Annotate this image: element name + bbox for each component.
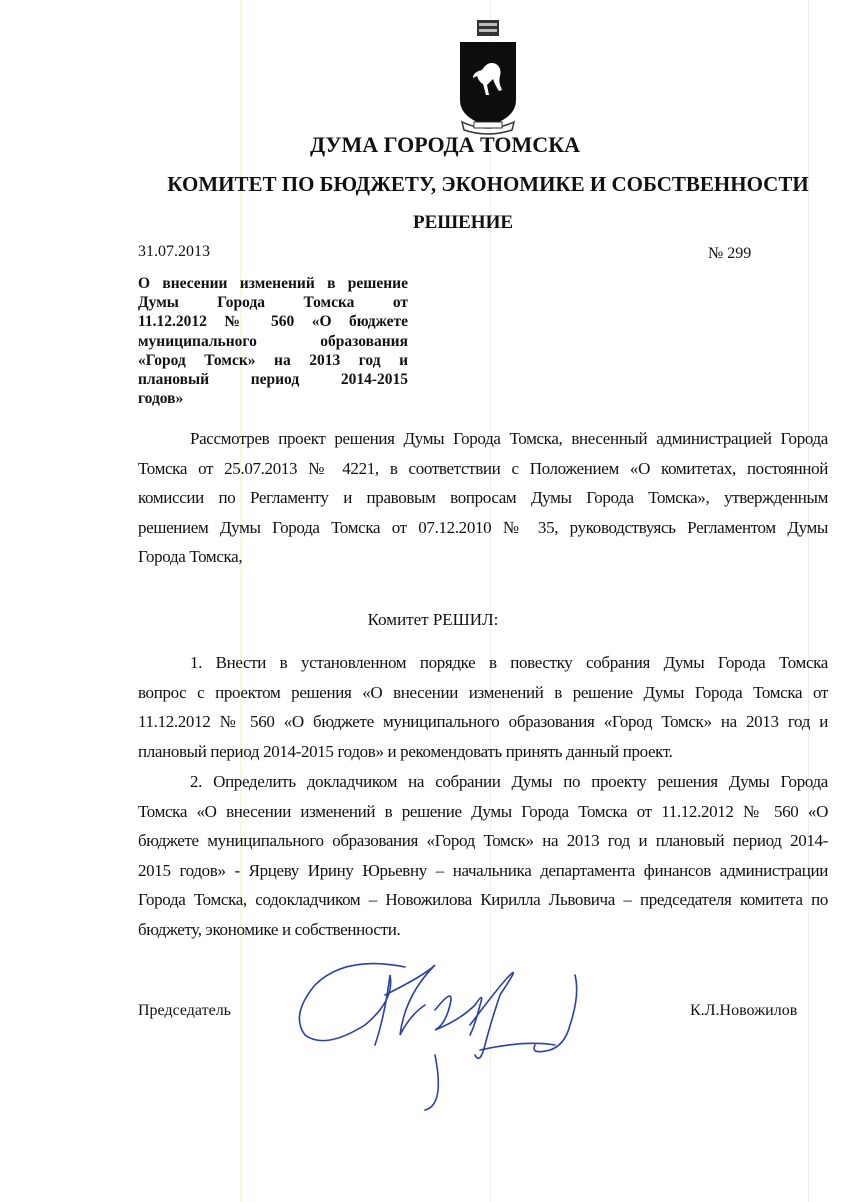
text-line: О внесении изменений в решение xyxy=(138,275,408,292)
text-line: Томска от 25.07.2013 № 4221, в соответствии с Положением «О комитетах, постоянной xyxy=(138,458,828,478)
text-line: плановый период 2014-2015 xyxy=(138,371,408,389)
text-line: Томска «О внесении изменений в решение Думы Города Томска от 11.12.2012 № 560 «О xyxy=(138,801,828,821)
text-line: бюджете муниципального образования «Город Томск» на 2013 год и плановый период 2014- xyxy=(138,831,828,850)
text-line: 2015 годов» - Ярцеву Ирину Юрьевну – начальника департамента финансов администрации xyxy=(138,860,828,880)
preamble-paragraph xyxy=(138,424,828,572)
text-line: вопрос с проектом решения «О внесении изменений в решение Думы Города Томска от xyxy=(138,682,828,702)
document-number: № 299 xyxy=(708,245,752,262)
handwritten-signature xyxy=(285,955,595,1115)
text-line: годов» xyxy=(138,390,184,408)
committee-title: КОМИТЕТ ПО БЮДЖЕТУ, ЭКОНОМИКЕ И СОБСТВЕННОСТИ xyxy=(167,172,809,196)
document-date: 31.07.2013 xyxy=(138,243,210,260)
text-line: Города Томска, содокладчиком – Новожилова Кирилла Львовича – председателя комитета по xyxy=(138,890,828,909)
text-line: комиссии по Регламенту и правовым вопросам Думы Города Томска», утвержденным xyxy=(138,488,828,507)
text-line: Города Томска, xyxy=(138,547,243,566)
text-line: бюджету, экономике и собственности. xyxy=(138,919,401,939)
item-1-paragraph xyxy=(138,648,828,766)
text-line: Думы Города Томска от xyxy=(138,294,408,312)
signatory-role: Председатель xyxy=(138,1002,231,1019)
text-line: 1. Внести в установленном порядке в повестку собрания Думы Города Томска xyxy=(190,653,828,672)
text-line: плановый период 2014-2015 годов» и рекомендовать принять данный проект. xyxy=(138,741,673,761)
resolved-heading: Комитет РЕШИЛ: xyxy=(367,610,499,629)
signatory-name: К.Л.Новожилов xyxy=(690,1002,798,1019)
subject-block xyxy=(138,274,408,408)
text-line: «Город Томск» на 2013 год и xyxy=(138,351,408,369)
text-line: 2. Определить докладчиком на собрании Думы по проекту решения Думы Города xyxy=(190,772,828,791)
text-line: муниципального образования xyxy=(138,332,408,350)
document-type: РЕШЕНИЕ xyxy=(412,212,514,233)
duma-title: ДУМА ГОРОДА ТОМСКА xyxy=(309,132,581,157)
text-line: Рассмотрев проект решения Думы Города Томска, внесенный администрацией Города xyxy=(190,429,828,448)
text-line: решением Думы Города Томска от 07.12.2010 № 35, руководствуясь Регламентом Думы xyxy=(138,517,828,537)
text-line: 11.12.2012 № 560 «О бюджете муниципального образования «Город Томск» на 2013 год и xyxy=(138,712,828,731)
coat-of-arms-icon xyxy=(452,18,524,136)
text-line: 11.12.2012 № 560 «О бюджете xyxy=(138,313,408,331)
item-2-paragraph xyxy=(138,767,828,944)
